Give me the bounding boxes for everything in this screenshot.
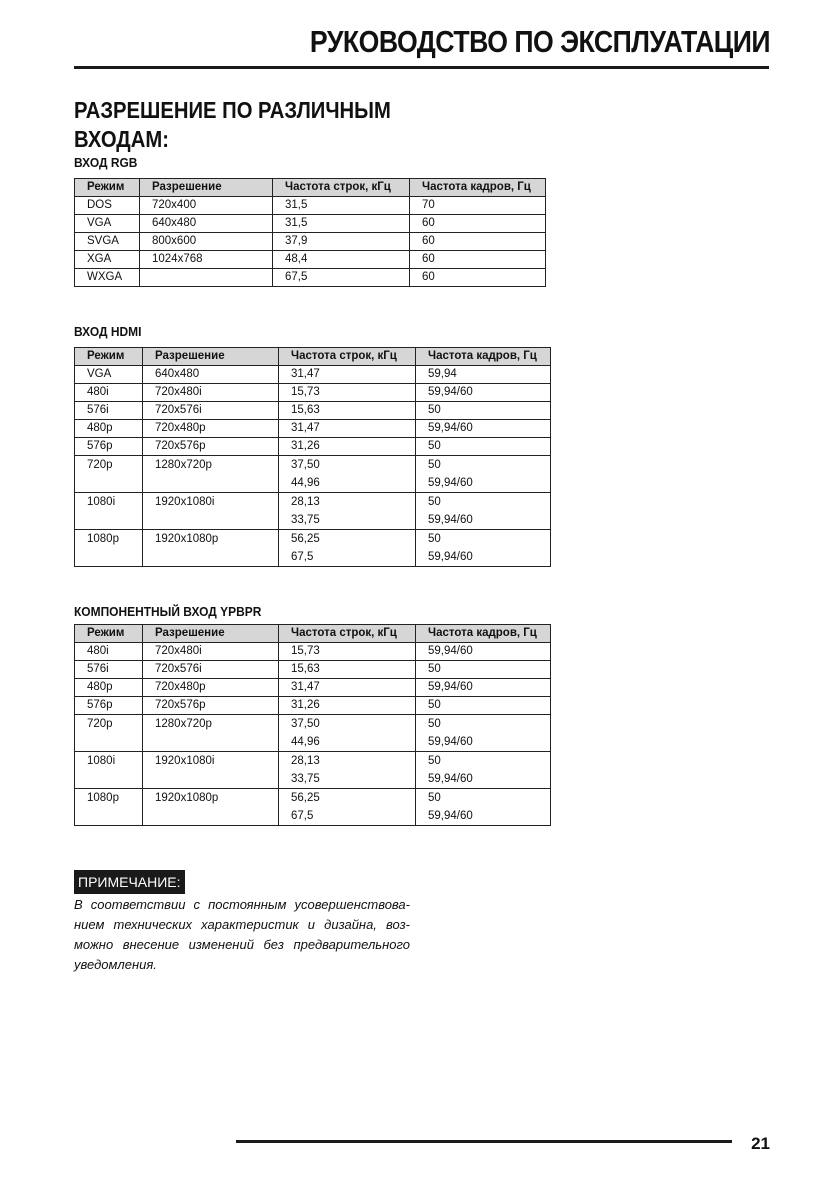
cell-line: 67,5 (291, 810, 314, 822)
cell-line-freq (279, 789, 416, 826)
page-number: 21 (751, 1134, 770, 1153)
cell-line: 44,96 (291, 736, 320, 748)
cell-line (155, 474, 278, 492)
cell-mode: 480i (75, 384, 143, 402)
cell-mode (75, 530, 143, 567)
table-row (75, 402, 551, 420)
cell-frame-freq (416, 456, 551, 493)
cell-line-freq: 31,47 (279, 366, 416, 384)
table-row (75, 752, 551, 789)
cell-frame-freq: 60 (410, 233, 546, 251)
col-frame-freq: Частота кадров, Гц (410, 179, 546, 197)
cell-mode: 480p (75, 679, 143, 697)
cell-line (87, 733, 142, 751)
col-resolution: Разрешение (140, 179, 273, 197)
cell-line (155, 733, 278, 751)
cell-line: 59,94/60 (428, 551, 473, 563)
cell-line (87, 511, 142, 529)
table-row (75, 420, 551, 438)
ypbpr-input-label: КОМПОНЕНТНЫЙ ВХОД YPBPR (74, 604, 262, 619)
cell-line: 56,25 (291, 533, 320, 545)
cell-line-freq (279, 493, 416, 530)
cell-line: 44,96 (291, 477, 320, 489)
cell-line: 59,94/60 (428, 477, 473, 489)
cell-resolution: 720x576i (143, 661, 279, 679)
table-row (75, 384, 551, 402)
cell-frame-freq: 50 (416, 697, 551, 715)
col-frame-freq: Частота кадров, Гц (416, 348, 551, 366)
cell-resolution: 720x576p (143, 438, 279, 456)
cell-mode (75, 456, 143, 493)
section-title-line1: РАЗРЕШЕНИЕ ПО РАЗЛИЧНЫМ (74, 97, 391, 123)
cell-line: 1920x1080i (155, 755, 215, 767)
table-row (75, 679, 551, 697)
table-row (75, 697, 551, 715)
table-row (75, 789, 551, 826)
cell-mode: 480p (75, 420, 143, 438)
note-label: ПРИМЕЧАНИЕ: (74, 870, 185, 894)
cell-mode: VGA (75, 215, 140, 233)
col-line-freq: Частота строк, кГц (279, 625, 416, 643)
cell-line: 1280x720p (155, 718, 212, 730)
cell-resolution: 640x480 (140, 215, 273, 233)
cell-line: 50 (428, 496, 441, 508)
cell-line (155, 548, 278, 566)
table-row (75, 456, 551, 493)
cell-mode (75, 493, 143, 530)
cell-line (87, 548, 142, 566)
cell-line: 37,50 (291, 459, 320, 471)
cell-mode: 480i (75, 643, 143, 661)
cell-frame-freq (416, 530, 551, 567)
cell-resolution: 720x400 (140, 197, 273, 215)
cell-frame-freq: 50 (416, 402, 551, 420)
rgb-input-label: ВХОД RGB (74, 155, 138, 170)
table-row (75, 438, 551, 456)
cell-resolution: 720x480i (143, 643, 279, 661)
cell-line: 50 (428, 792, 441, 804)
cell-line: 59,94/60 (428, 514, 473, 526)
cell-mode: VGA (75, 366, 143, 384)
cell-mode (75, 715, 143, 752)
cell-line-freq: 31,5 (273, 215, 410, 233)
cell-line-freq: 15,63 (279, 661, 416, 679)
cell-line: 50 (428, 533, 441, 545)
cell-line: 33,75 (291, 514, 320, 526)
cell-line: 1080p (87, 792, 119, 804)
cell-line (155, 770, 278, 788)
cell-frame-freq: 50 (416, 661, 551, 679)
cell-resolution: 640x480 (143, 366, 279, 384)
cell-frame-freq: 60 (410, 215, 546, 233)
table-row (75, 715, 551, 752)
section-title-line2: ВХОДАМ: (74, 126, 169, 152)
manual-header-title: РУКОВОДСТВО ПО ЭКСПЛУАТАЦИИ (309, 24, 770, 59)
cell-line-freq (279, 530, 416, 567)
cell-line: 1920x1080p (155, 533, 219, 545)
cell-line-freq: 31,47 (279, 420, 416, 438)
cell-resolution: 1024x768 (140, 251, 273, 269)
cell-line: 720p (87, 718, 113, 730)
cell-line: 1920x1080i (155, 496, 215, 508)
rgb-table (74, 178, 546, 287)
cell-frame-freq: 60 (410, 269, 546, 287)
table-row (75, 530, 551, 567)
table-header-row (75, 348, 551, 366)
cell-resolution: 720x576i (143, 402, 279, 420)
cell-line-freq: 48,4 (273, 251, 410, 269)
cell-line-freq: 67,5 (273, 269, 410, 287)
cell-frame-freq (416, 493, 551, 530)
cell-frame-freq: 59,94/60 (416, 679, 551, 697)
cell-line-freq: 31,26 (279, 697, 416, 715)
cell-line: 59,94/60 (428, 736, 473, 748)
cell-line: 28,13 (291, 755, 320, 767)
table-row (75, 643, 551, 661)
cell-frame-freq: 59,94 (416, 366, 551, 384)
cell-line-freq: 31,5 (273, 197, 410, 215)
cell-line: 67,5 (291, 551, 314, 563)
cell-frame-freq (416, 752, 551, 789)
cell-resolution: 720x480p (143, 679, 279, 697)
cell-line: 28,13 (291, 496, 320, 508)
col-mode: Режим (75, 179, 140, 197)
cell-frame-freq: 70 (410, 197, 546, 215)
cell-line-freq: 15,73 (279, 643, 416, 661)
cell-line: 50 (428, 755, 441, 767)
cell-frame-freq: 59,94/60 (416, 384, 551, 402)
cell-line: 59,94/60 (428, 810, 473, 822)
cell-resolution (140, 269, 273, 287)
cell-line: 50 (428, 718, 441, 730)
cell-resolution (143, 493, 279, 530)
cell-frame-freq: 60 (410, 251, 546, 269)
cell-frame-freq (416, 789, 551, 826)
table-row (75, 269, 546, 287)
cell-line: 1280x720p (155, 459, 212, 471)
cell-line: 37,50 (291, 718, 320, 730)
table-row (75, 215, 546, 233)
cell-line-freq: 31,26 (279, 438, 416, 456)
cell-line (87, 770, 142, 788)
cell-resolution (143, 752, 279, 789)
cell-line: 33,75 (291, 773, 320, 785)
cell-line-freq (279, 456, 416, 493)
cell-line (87, 807, 142, 825)
table-row (75, 661, 551, 679)
cell-resolution (143, 456, 279, 493)
cell-line: 1080i (87, 496, 116, 508)
col-resolution: Разрешение (143, 348, 279, 366)
footer-divider (236, 1140, 732, 1143)
header-divider (74, 66, 769, 69)
cell-frame-freq: 59,94/60 (416, 420, 551, 438)
cell-line: 59,94/60 (428, 773, 473, 785)
cell-line: 1080p (87, 533, 119, 545)
col-mode: Режим (75, 348, 143, 366)
cell-frame-freq (416, 715, 551, 752)
ypbpr-table (74, 624, 551, 826)
cell-line: 720p (87, 459, 113, 471)
cell-mode: 576p (75, 438, 143, 456)
cell-line (155, 511, 278, 529)
cell-mode: WXGA (75, 269, 140, 287)
table-header-row (75, 625, 551, 643)
table-row (75, 251, 546, 269)
cell-resolution (143, 715, 279, 752)
table-row (75, 197, 546, 215)
cell-line (155, 807, 278, 825)
cell-line-freq (279, 752, 416, 789)
cell-resolution: 720x480i (143, 384, 279, 402)
cell-mode (75, 752, 143, 789)
cell-mode: XGA (75, 251, 140, 269)
col-line-freq: Частота строк, кГц (273, 179, 410, 197)
note-text: В соответствии с постоянным усовершенствова-нием технических характеристик и дизайна, воз-можно внесение изменений без предварительного уведомления. (74, 897, 410, 972)
cell-line: 1920x1080p (155, 792, 219, 804)
cell-mode (75, 789, 143, 826)
cell-line: 56,25 (291, 792, 320, 804)
hdmi-table (74, 347, 551, 567)
cell-mode: 576i (75, 402, 143, 420)
cell-line-freq: 37,9 (273, 233, 410, 251)
cell-line-freq: 15,63 (279, 402, 416, 420)
col-resolution: Разрешение (143, 625, 279, 643)
hdmi-input-label: ВХОД HDMI (74, 324, 142, 339)
col-frame-freq: Частота кадров, Гц (416, 625, 551, 643)
cell-frame-freq: 50 (416, 438, 551, 456)
section-title (74, 96, 391, 154)
col-mode: Режим (75, 625, 143, 643)
cell-mode: 576p (75, 697, 143, 715)
cell-resolution (143, 789, 279, 826)
cell-resolution: 720x480p (143, 420, 279, 438)
table-header-row (75, 179, 546, 197)
cell-line-freq: 15,73 (279, 384, 416, 402)
cell-resolution: 720x576p (143, 697, 279, 715)
cell-resolution: 800x600 (140, 233, 273, 251)
cell-line-freq (279, 715, 416, 752)
table-row (75, 233, 546, 251)
cell-line: 50 (428, 459, 441, 471)
cell-mode: DOS (75, 197, 140, 215)
cell-line: 1080i (87, 755, 116, 767)
cell-resolution (143, 530, 279, 567)
cell-mode: SVGA (75, 233, 140, 251)
cell-line (87, 474, 142, 492)
cell-frame-freq: 59,94/60 (416, 643, 551, 661)
cell-line-freq: 31,47 (279, 679, 416, 697)
cell-mode: 576i (75, 661, 143, 679)
table-row (75, 366, 551, 384)
col-line-freq: Частота строк, кГц (279, 348, 416, 366)
table-row (75, 493, 551, 530)
